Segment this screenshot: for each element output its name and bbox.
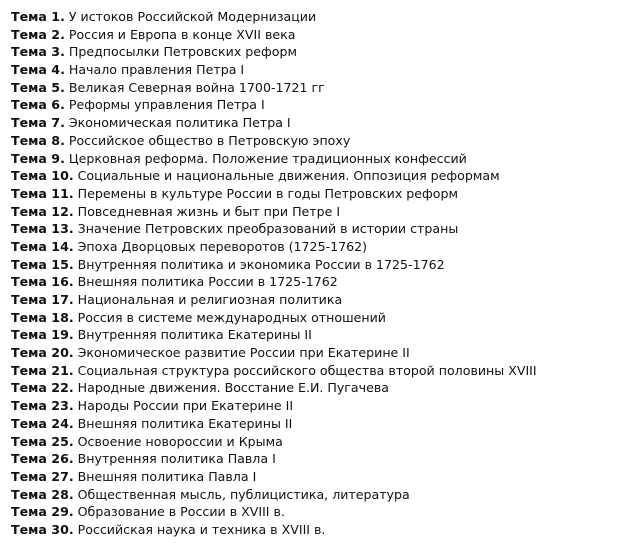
topic-title: Внешняя политика России в 1725-1762	[77, 274, 338, 290]
topic-item	[11, 96, 640, 114]
topic-title: Великая Северная война 1700-1721 гг	[68, 79, 325, 95]
topic-title: Социальная структура российского общества второй половины XVIII	[77, 362, 537, 378]
topic-label: Тема 30.	[11, 521, 74, 537]
topic-title: Народы России при Екатерине II	[77, 398, 294, 414]
topic-label: Тема 16.	[11, 274, 74, 290]
topic-label: Тема 9.	[11, 150, 65, 166]
topic-item	[11, 397, 640, 415]
topic-label: Тема 17.	[11, 292, 74, 307]
topic-item	[11, 415, 640, 433]
topic-item	[11, 273, 640, 291]
topic-label: Тема 23.	[11, 398, 74, 414]
topic-item	[11, 521, 640, 539]
topic-item	[11, 79, 640, 97]
topic-label: Тема 29.	[11, 504, 74, 520]
topic-item	[11, 26, 640, 44]
topic-item	[11, 256, 640, 274]
topic-label: Тема 8.	[11, 132, 65, 148]
topic-item	[11, 468, 640, 486]
topic-label: Тема 21.	[11, 362, 74, 378]
topic-title: Внешняя политика Павла I	[77, 468, 257, 484]
topic-label: Тема 13.	[11, 221, 74, 237]
topic-title: Церковная реформа. Положение традиционных конфессий	[68, 150, 467, 166]
topic-item	[11, 8, 640, 26]
topic-title: У истоков Российской Модернизации	[68, 9, 317, 24]
topic-item	[11, 132, 640, 150]
topic-item	[11, 344, 640, 362]
topic-title: Начало правления Петра I	[68, 62, 245, 78]
topic-item	[11, 220, 640, 238]
topic-title: Внутренняя политика и экономика России в 1725-1762	[77, 256, 445, 272]
topic-label: Тема 2.	[11, 26, 65, 42]
topic-label: Тема 26.	[11, 451, 74, 467]
topic-title: Россия в системе международных отношений	[77, 309, 386, 325]
topic-item	[11, 379, 640, 397]
topic-label: Тема 18.	[11, 309, 74, 325]
topic-label: Тема 14.	[11, 238, 74, 254]
topic-title: Перемены в культуре России в годы Петровских реформ	[77, 185, 458, 201]
topic-title: Внешняя политика Екатерины II	[77, 415, 293, 431]
topic-title: Общественная мысль, публицистика, литература	[77, 486, 410, 502]
topic-item	[11, 150, 640, 168]
topic-title: Значение Петровских преобразований в истории страны	[77, 221, 459, 237]
topic-label: Тема 5.	[11, 79, 65, 95]
topic-title: Социальные и национальные движения. Оппозиция реформам	[77, 168, 500, 184]
topic-item	[11, 450, 640, 468]
topic-title: Предпосылки Петровских реформ	[68, 44, 298, 60]
topic-item	[11, 203, 640, 221]
topic-label: Тема 10.	[11, 168, 74, 184]
topic-label: Тема 28.	[11, 486, 74, 502]
topic-label: Тема 27.	[11, 468, 74, 484]
topic-item	[11, 326, 640, 344]
topic-item	[11, 291, 640, 309]
topic-title: Освоение новороссии и Крыма	[77, 433, 283, 449]
topic-title: Российское общество в Петровскую эпоху	[68, 132, 351, 148]
topic-title: Повседневная жизнь и быт при Петре I	[77, 203, 341, 219]
topic-item	[11, 43, 640, 61]
topic-title: Внутренняя политика Павла I	[77, 451, 276, 467]
topic-item	[11, 362, 640, 380]
topic-label: Тема 1.	[11, 9, 65, 24]
topic-item	[11, 167, 640, 185]
topic-label: Тема 6.	[11, 97, 65, 113]
topic-title: Российская наука и техника в XVIII в.	[77, 521, 326, 537]
topic-title: Народные движения. Восстание Е.И. Пугачева	[77, 380, 389, 396]
topic-label: Тема 3.	[11, 44, 65, 60]
topic-item	[11, 503, 640, 521]
topic-item	[11, 61, 640, 79]
topic-item	[11, 114, 640, 132]
topic-title: Экономическая политика Петра I	[68, 115, 291, 131]
topic-title: Внутренняя политика Екатерины II	[77, 327, 312, 343]
topic-label: Тема 4.	[11, 62, 65, 78]
topic-label: Тема 12.	[11, 203, 74, 219]
topic-title: Реформы управления Петра I	[68, 97, 265, 113]
topic-label: Тема 11.	[11, 185, 74, 201]
topic-item	[11, 238, 640, 256]
topic-item	[11, 486, 640, 504]
topic-item	[11, 185, 640, 203]
topic-label: Тема 19.	[11, 327, 74, 343]
topic-title: Россия и Европа в конце XVII века	[68, 26, 296, 42]
topic-item	[11, 433, 640, 451]
topic-label: Тема 25.	[11, 433, 74, 449]
topic-item	[11, 309, 640, 327]
topic-label: Тема 15.	[11, 256, 74, 272]
topic-label: Тема 7.	[11, 115, 65, 131]
topic-title: Национальная и религиозная политика	[77, 292, 343, 307]
topic-title: Образование в России в XVIII в.	[77, 504, 285, 520]
topic-title: Экономическое развитие России при Екатерине II	[77, 345, 410, 361]
topic-label: Тема 20.	[11, 345, 74, 361]
topic-label: Тема 22.	[11, 380, 74, 396]
topic-title: Эпоха Дворцовых переворотов (1725-1762)	[77, 238, 368, 254]
topic-label: Тема 24.	[11, 415, 74, 431]
